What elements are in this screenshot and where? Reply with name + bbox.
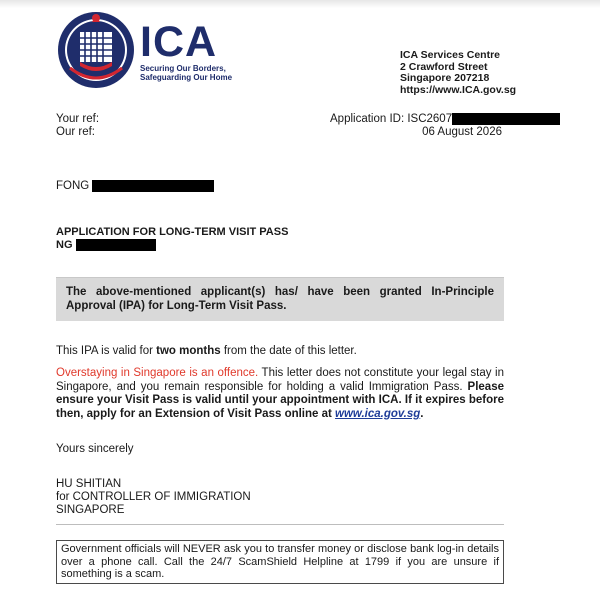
application-id: [330, 113, 560, 126]
letter-date: 06 August 2026: [422, 126, 502, 138]
applicant-prefix: NG: [56, 239, 73, 251]
ica-crest-logo: [56, 10, 136, 90]
overstay-warning: [56, 367, 504, 421]
offence-warning: Overstaying in Singapore is an offence.: [56, 367, 259, 379]
address-line-3: Singapore 207218: [400, 72, 490, 84]
validity-duration: two months: [156, 345, 221, 357]
warning-body: This letter does not constitute your legal stay in Singapore, and you remain responsible for holding a valid Immigration Pass.: [56, 367, 504, 393]
grant-notice-box: [56, 277, 504, 321]
your-ref-label: Your ref:: [56, 113, 100, 125]
reference-block: [56, 113, 99, 139]
ica-website-link[interactable]: www.ica.gov.sg: [335, 407, 421, 420]
recipient-name: [56, 180, 214, 193]
sender-address: [400, 50, 516, 96]
warning-instruction: Please ensure your Visit Pass is valid until your appointment with ICA. If it expires before then, apply for an Extension of Visit Pass online at: [56, 380, 504, 420]
address-line-1: ICA Services Centre: [400, 49, 500, 61]
address-website: https://www.ICA.gov.sg: [400, 83, 517, 96]
redaction-bar: [452, 113, 560, 125]
grant-notice-text: The above-mentioned applicant(s) has/ have been granted In-Principle Approval (IPA) for Long-Term Visit Pass.: [66, 286, 494, 312]
letter-subject: [56, 226, 288, 252]
validity-statement: [56, 344, 357, 358]
application-id-label: Application ID: ISC2607: [330, 113, 453, 126]
redaction-bar: [92, 180, 214, 192]
our-ref-label: Our ref:: [56, 126, 95, 138]
signer-title: for CONTROLLER OF IMMIGRATION: [56, 491, 251, 503]
scam-notice-box: Government officials will NEVER ask you to transfer money or disclose bank log-in details over a phone call. Call the 24/7 ScamShield Helpline at 1799 if you are unsure if something is a scam.: [56, 540, 504, 584]
top-shadow: [0, 0, 600, 8]
subject-title: APPLICATION FOR LONG-TERM VISIT PASS: [56, 226, 289, 238]
validity-text-end: from the date of this letter.: [220, 345, 357, 357]
tagline-line-2: Safeguarding Our Home: [140, 73, 233, 82]
warning-end: .: [420, 407, 424, 420]
signatory-block: [56, 478, 251, 517]
ica-wordmark: ICA: [140, 18, 218, 66]
redaction-bar: [76, 239, 156, 251]
address-line-2: 2 Crawford Street: [400, 60, 488, 73]
divider: [56, 524, 504, 525]
validity-text-start: This IPA is valid for: [56, 345, 157, 357]
ica-tagline: [140, 64, 232, 82]
signer-country: SINGAPORE: [56, 504, 125, 516]
recipient-surname: FONG: [56, 180, 90, 193]
closing-salutation: Yours sincerely: [56, 443, 134, 455]
tagline-line-1: Securing Our Borders,: [140, 64, 226, 73]
signer-name: HU SHITIAN: [56, 478, 122, 490]
